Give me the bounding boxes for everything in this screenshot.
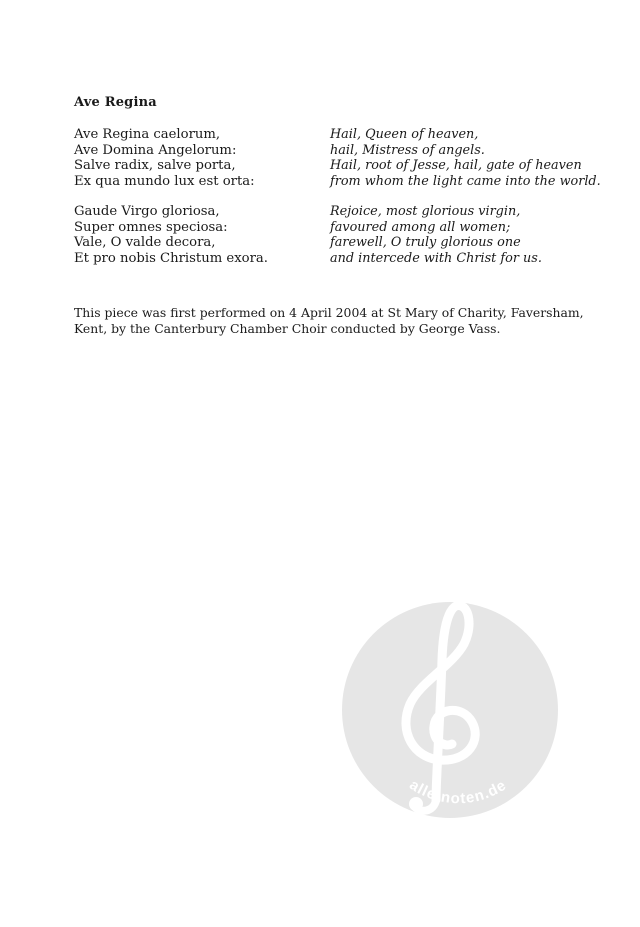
latin-line: Gaude Virgo gloriosa, bbox=[74, 204, 220, 219]
english-line: and intercede with Christ for us. bbox=[330, 250, 542, 266]
english-line: favoured among all women; bbox=[330, 219, 511, 235]
latin-line: Super omnes speciosa: bbox=[74, 219, 228, 235]
latin-line: Ave Regina caelorum, bbox=[74, 127, 221, 142]
latin-line: Et pro nobis Christum exora. bbox=[74, 250, 268, 266]
note-line: Kent, by the Canterbury Chamber Choir conducted by George Vass. bbox=[74, 320, 501, 336]
note-line: This piece was first performed on 4 April 2004 at St Mary of Charity, Faversham, bbox=[74, 305, 584, 320]
english-stanza-1 bbox=[330, 127, 601, 189]
english-line: from whom the light came into the world. bbox=[330, 173, 601, 189]
english-line: hail, Mistress of angels. bbox=[330, 142, 485, 158]
performance-note bbox=[74, 305, 584, 336]
latin-stanza-1 bbox=[74, 127, 255, 189]
english-line: Hail, Queen of heaven, bbox=[330, 127, 479, 142]
watermark bbox=[340, 600, 560, 820]
english-line: Hail, root of Jesse, hail, gate of heaven bbox=[330, 158, 582, 173]
english-stanza-2 bbox=[330, 204, 542, 266]
english-line: Rejoice, most glorious virgin, bbox=[330, 204, 521, 219]
latin-line: Salve radix, salve porta, bbox=[74, 158, 236, 173]
english-line: farewell, O truly glorious one bbox=[330, 235, 521, 250]
watermark-text: alle-noten.de bbox=[406, 776, 510, 808]
latin-line: Ex qua mundo lux est orta: bbox=[74, 173, 255, 189]
latin-line: Vale, O valde decora, bbox=[74, 235, 216, 250]
latin-line: Ave Domina Angelorum: bbox=[74, 142, 237, 158]
page-title: Ave Regina bbox=[74, 95, 157, 110]
latin-stanza-2 bbox=[74, 204, 268, 266]
